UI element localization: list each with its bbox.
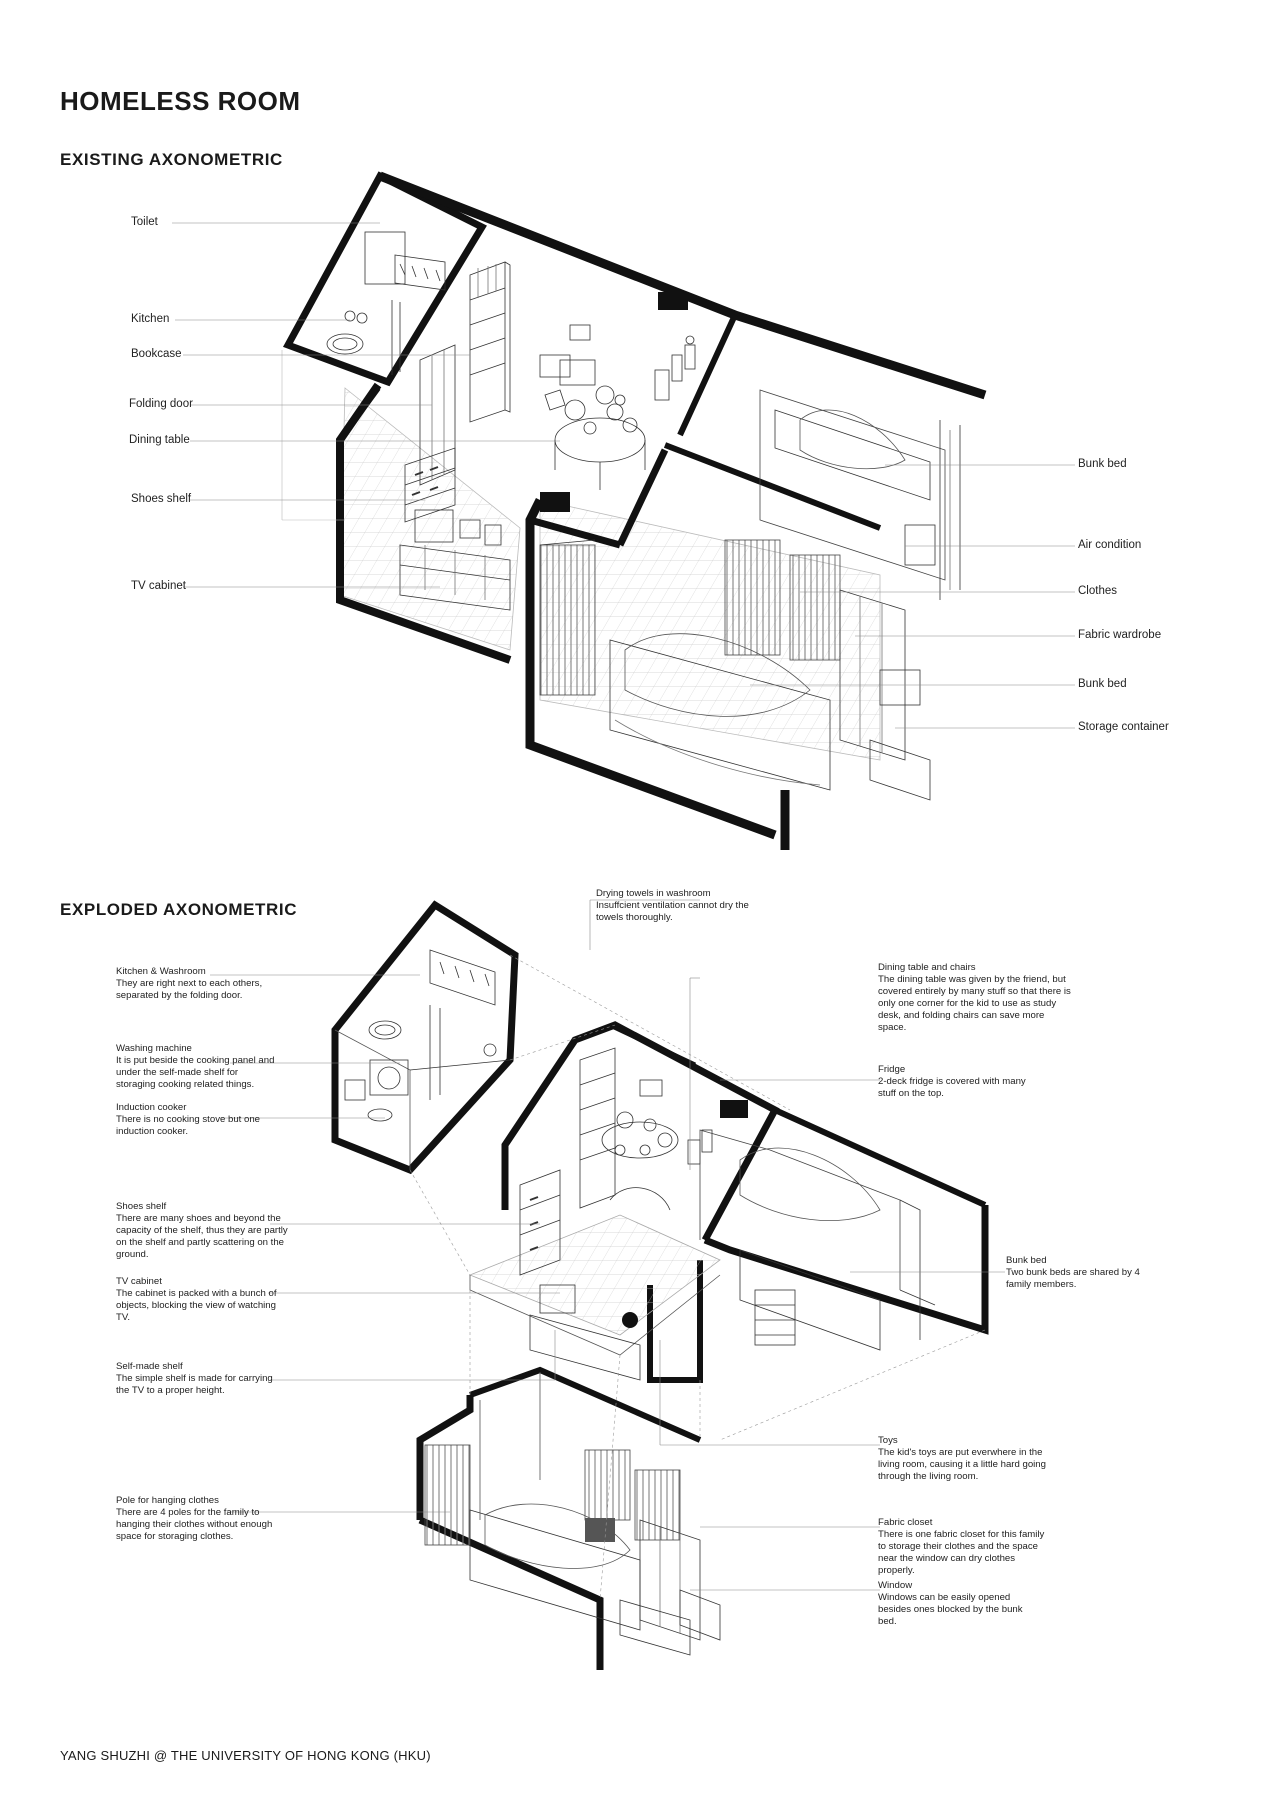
note-induction-cooker: [116, 1102, 266, 1138]
note-body: The simple shelf is made for carrying the TV to a proper height.: [116, 1373, 273, 1396]
note-washing-machine: [116, 1043, 276, 1091]
label-shoes-shelf: Shoes shelf: [131, 493, 192, 505]
label-kitchen: Kitchen: [131, 313, 170, 325]
note-heading: Self-made shelf: [116, 1361, 183, 1372]
note-body: The cabinet is packed with a bunch of objects, blocking the view of watching TV.: [116, 1288, 277, 1323]
note-shoes-shelf: [116, 1201, 296, 1261]
note-body: Two bunk beds are shared by 4 family members.: [1006, 1267, 1140, 1290]
note-heading: Washing machine: [116, 1043, 192, 1054]
note-body: They are right next to each others, separated by the folding door.: [116, 978, 263, 1001]
label-bunk-bed-lower: Bunk bed: [1078, 678, 1127, 690]
label-clothes: Clothes: [1078, 585, 1117, 597]
label-storage-container: Storage container: [1078, 721, 1169, 733]
label-dining-table: Dining table: [129, 434, 190, 446]
label-air-condition: Air condition: [1078, 539, 1142, 551]
note-body: The dining table was given by the friend, but covered entirely by many stuff so that there is only one corner for the kid to use as study desk, and folding chairs can save more space.: [878, 974, 1071, 1033]
note-body: 2-deck fridge is covered with many stuff on the top.: [878, 1076, 1026, 1099]
note-drying-towels: [596, 888, 756, 924]
note-heading: Fridge: [878, 1064, 906, 1075]
note-body: There are many shoes and beyond the capacity of the shelf, thus they are partly on the shelf and partly scattering on the ground.: [116, 1213, 288, 1260]
label-toilet: Toilet: [131, 216, 158, 228]
note-heading: Shoes shelf: [116, 1201, 167, 1212]
footer-credit: YANG SHUZHI @ THE UNIVERSITY OF HONG KONG (HKU): [60, 1748, 431, 1763]
note-heading: TV cabinet: [116, 1276, 162, 1287]
note-heading: Drying towels in washroom: [596, 888, 711, 899]
note-dining-chairs: [878, 962, 1073, 1034]
note-bunk-bed: [1006, 1255, 1166, 1291]
note-self-made-shelf: [116, 1361, 286, 1397]
note-fabric-closet: [878, 1517, 1053, 1577]
note-toys: [878, 1435, 1048, 1483]
note-heading: Kitchen & Washroom: [116, 966, 206, 977]
note-body: Insuffcient ventilation cannot dry the towels thoroughly.: [596, 900, 749, 923]
note-heading: Induction cooker: [116, 1102, 187, 1113]
note-heading: Pole for hanging clothes: [116, 1495, 219, 1506]
note-heading: Toys: [878, 1435, 898, 1446]
note-tv-cabinet: [116, 1276, 286, 1324]
note-kitchen-washroom: [116, 966, 276, 1002]
note-pole-clothes: [116, 1495, 276, 1543]
label-bunk-bed-upper: Bunk bed: [1078, 458, 1127, 470]
note-body: There is no cooking stove but one induction cooker.: [116, 1114, 260, 1137]
section-title-existing: EXISTING AXONOMETRIC: [60, 150, 283, 169]
note-body: Windows can be easily opened besides ones blocked by the bunk bed.: [878, 1592, 1023, 1627]
existing-axonometric: [282, 176, 985, 850]
note-body: There are 4 poles for the family to hanging their clothes without enough space for storaging clothes.: [116, 1507, 273, 1542]
note-fridge: [878, 1064, 1043, 1100]
label-tv-cabinet: TV cabinet: [131, 580, 186, 592]
note-heading: Fabric closet: [878, 1517, 933, 1528]
label-bookcase: Bookcase: [131, 348, 182, 360]
label-folding-door: Folding door: [129, 398, 193, 410]
note-window: [878, 1580, 1043, 1628]
label-fabric-wardrobe: Fabric wardrobe: [1078, 629, 1162, 641]
note-heading: Bunk bed: [1006, 1255, 1047, 1266]
note-body: It is put beside the cooking panel and under the self-made shelf for storaging cooking related things.: [116, 1055, 275, 1090]
note-body: There is one fabric closet for this family to storage their clothes and the space near the window can dry clothes properly.: [878, 1529, 1045, 1576]
section-title-exploded: EXPLODED AXONOMETRIC: [60, 900, 298, 919]
note-heading: Window: [878, 1580, 913, 1591]
note-body: The kid's toys are put everwhere in the living room, causing it a little hard going through the living room.: [878, 1447, 1046, 1482]
page-title: HOMELESS ROOM: [60, 86, 301, 116]
note-heading: Dining table and chairs: [878, 962, 976, 973]
